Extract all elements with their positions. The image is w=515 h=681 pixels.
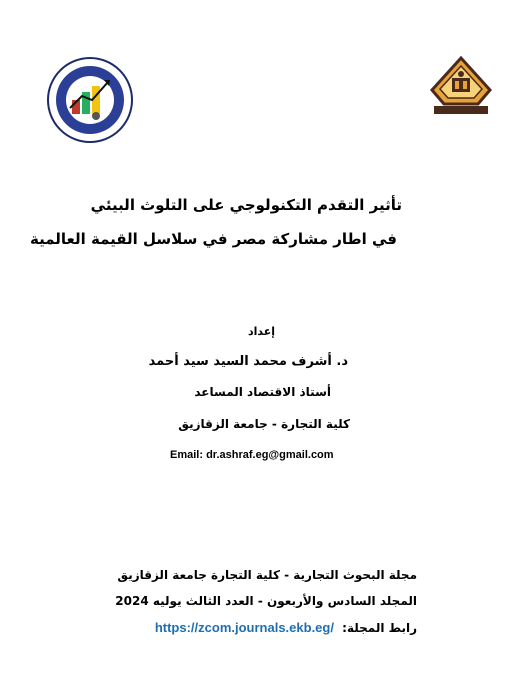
author-position: أستاذ الاقتصاد المساعد [194, 385, 331, 399]
author-affiliation: كلية التجارة - جامعة الزقازيق [178, 417, 350, 431]
paper-title-line-1: تأثير التقدم التكنولوجي على التلوث البيئي [90, 196, 402, 214]
research-journal-emblem-icon [46, 56, 134, 144]
paper-title-line-2: في اطار مشاركة مصر في سلاسل القيمة العالمية [29, 230, 397, 248]
journal-link-label: رابط المجلة: [342, 621, 417, 635]
zagazig-university-crest-icon [428, 56, 494, 118]
journal-name: مجلة البحوث التجارية - كلية التجارة جامعة الزقازيق [117, 568, 417, 582]
journal-link-line [155, 620, 417, 635]
journal-volume-issue: المجلد السادس والأربعون - العدد الثالث يوليه 2024 [115, 594, 417, 608]
prepared-by-label: إعداد [247, 325, 275, 338]
journal-url-link[interactable]: https://zcom.journals.ekb.eg/ [154, 620, 334, 635]
author-name: د. أشرف محمد السيد سيد أحمد [148, 354, 348, 369]
author-email[interactable]: Email: dr.ashraf.eg@gmail.com [170, 449, 334, 461]
